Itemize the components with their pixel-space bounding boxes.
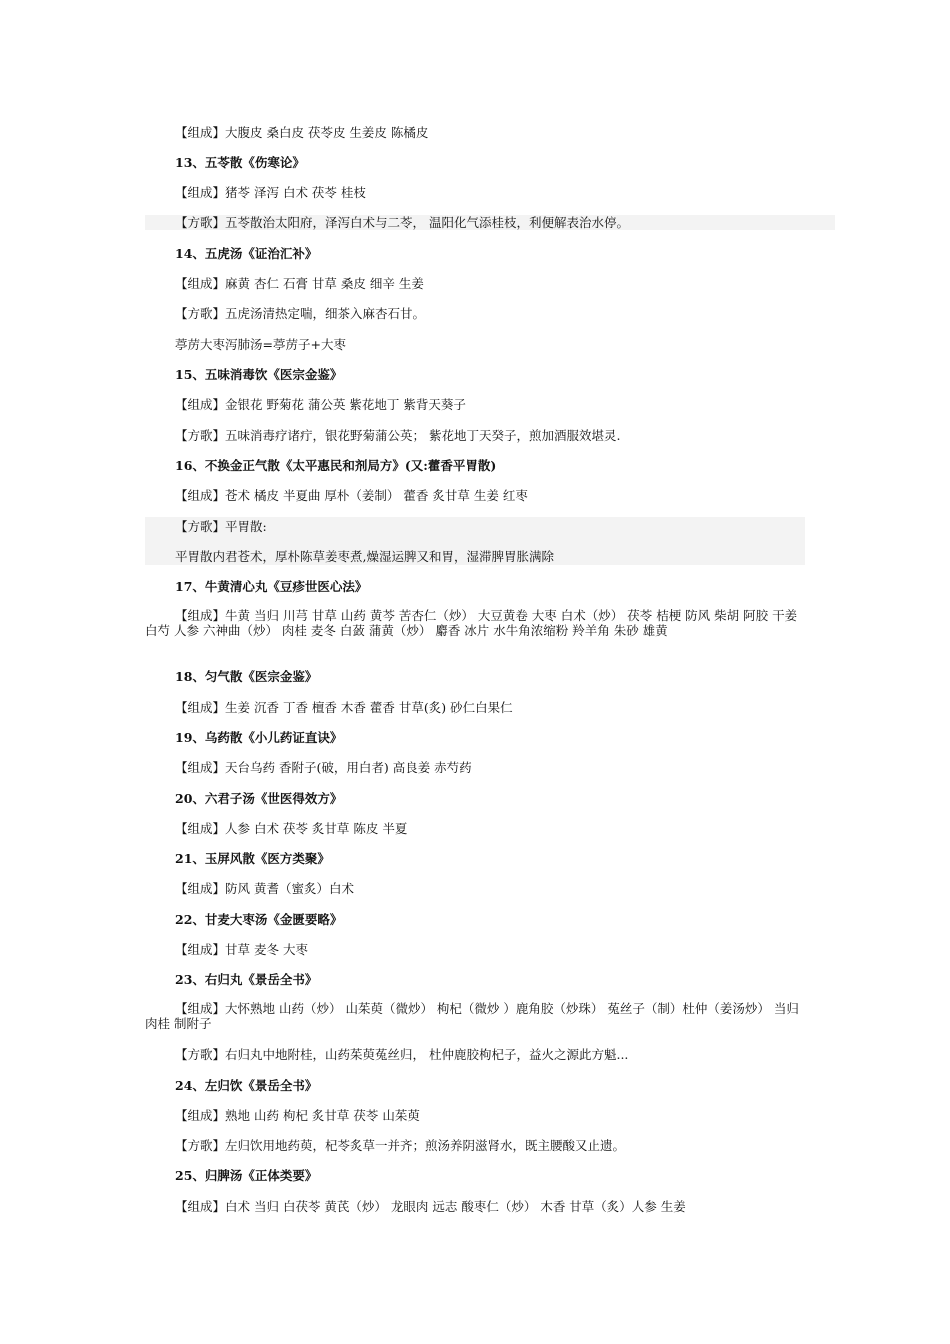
verse-line: 【方歌】平胃散: [175, 519, 267, 534]
composition-line: 【组成】甘草 麦冬 大枣 [175, 942, 308, 957]
formula-title: 15、五味消毒饮《医宗金鉴》 [175, 367, 343, 382]
formula-title: 17、牛黄清心丸《豆疹世医心法》 [175, 579, 368, 594]
note-line: 葶苈大枣泻肺汤=葶苈子+大枣 [175, 337, 346, 352]
composition-line: 【组成】金银花 野菊花 蒲公英 紫花地丁 紫背天葵子 [175, 397, 466, 412]
formula-title: 22、甘麦大枣汤《金匮要略》 [175, 912, 343, 927]
composition-line: 【组成】大腹皮 桑白皮 茯苓皮 生姜皮 陈橘皮 [175, 125, 429, 140]
verse-line: 【方歌】五虎汤清热定喘，细茶入麻杏石甘。 [175, 306, 426, 321]
formula-title: 21、玉屏风散《医方类聚》 [175, 851, 330, 866]
formula-title: 14、五虎汤《证治汇补》 [175, 246, 318, 261]
formula-title: 23、右归丸《景岳全书》 [175, 972, 318, 987]
formula-title: 19、乌药散《小儿药证直诀》 [175, 730, 343, 745]
formula-title: 25、归脾汤《正体类要》 [175, 1168, 318, 1183]
composition-line: 【组成】防风 黄耆（蜜炙）白术 [175, 881, 354, 896]
composition-line: 【组成】生姜 沉香 丁香 檀香 木香 藿香 甘草(炙) 砂仁白果仁 [175, 700, 513, 715]
formula-title: 20、六君子汤《世医得效方》 [175, 791, 343, 806]
composition-line: 【组成】牛黄 当归 川芎 甘草 山药 黄芩 苦杏仁（炒） 大豆黄卷 大枣 白术（炒） 茯苓 桔梗 防风 柴胡 阿胶 干姜白芍 人参 六神曲（炒） 肉桂 麦冬 白蔹 蒲黄（炒） 麝香 冰片 水牛角浓缩粉 羚羊角 朱砂 雄黄 [145, 608, 798, 638]
verse-line: 【方歌】右归丸中地附桂，山药茱萸菟丝归， 杜仲鹿胶枸杞子，益火之源此方魁... [175, 1047, 629, 1062]
verse-line: 平胃散内君苍术，厚朴陈草姜枣煮,燥湿运脾又和胃，湿滞脾胃胀满除 [175, 549, 554, 564]
composition-line: 【组成】大怀熟地 山药（炒） 山茱萸（微炒） 枸杞（微炒 ）鹿角胶（炒珠） 菟丝子（制）杜仲（姜汤炒） 当归 肉桂 制附子 [145, 1001, 799, 1031]
composition-line: 【组成】苍术 橘皮 半夏曲 厚朴（姜制） 藿香 炙甘草 生姜 红枣 [175, 488, 528, 503]
verse-line: 【方歌】五味消毒疗诸疔，银花野菊蒲公英； 紫花地丁天癸子，煎加酒服效堪灵. [175, 428, 621, 443]
composition-line: 【组成】人参 白术 茯苓 炙甘草 陈皮 半夏 [175, 821, 408, 836]
composition-line: 【组成】白术 当归 白茯苓 黄芪（炒） 龙眼肉 远志 酸枣仁（炒） 木香 甘草（炙）人参 生姜 [175, 1199, 686, 1214]
formula-title: 16、不换金正气散《太平惠民和剂局方》(又:藿香平胃散) [175, 458, 497, 473]
verse-line: 【方歌】左归饮用地药萸，杞苓炙草一并齐；煎汤养阴滋肾水，既主腰酸又止遗。 [175, 1138, 626, 1153]
composition-line: 【组成】天台乌药 香附子(破，用白者) 高良姜 赤芍药 [175, 760, 472, 775]
formula-title: 24、左归饮《景岳全书》 [175, 1078, 318, 1093]
composition-line: 【组成】熟地 山药 枸杞 炙甘草 茯苓 山茱萸 [175, 1108, 420, 1123]
composition-line: 【组成】麻黄 杏仁 石膏 甘草 桑皮 细辛 生姜 [175, 276, 424, 291]
formula-title: 18、匀气散《医宗金鉴》 [175, 669, 318, 684]
composition-line: 【组成】猪苓 泽泻 白术 茯苓 桂枝 [175, 185, 366, 200]
formula-title: 13、五苓散《伤寒论》 [175, 155, 305, 170]
verse-line: 【方歌】五苓散治太阳府，泽泻白术与二苓， 温阳化气添桂枝，利便解表治水停。 [145, 215, 835, 230]
